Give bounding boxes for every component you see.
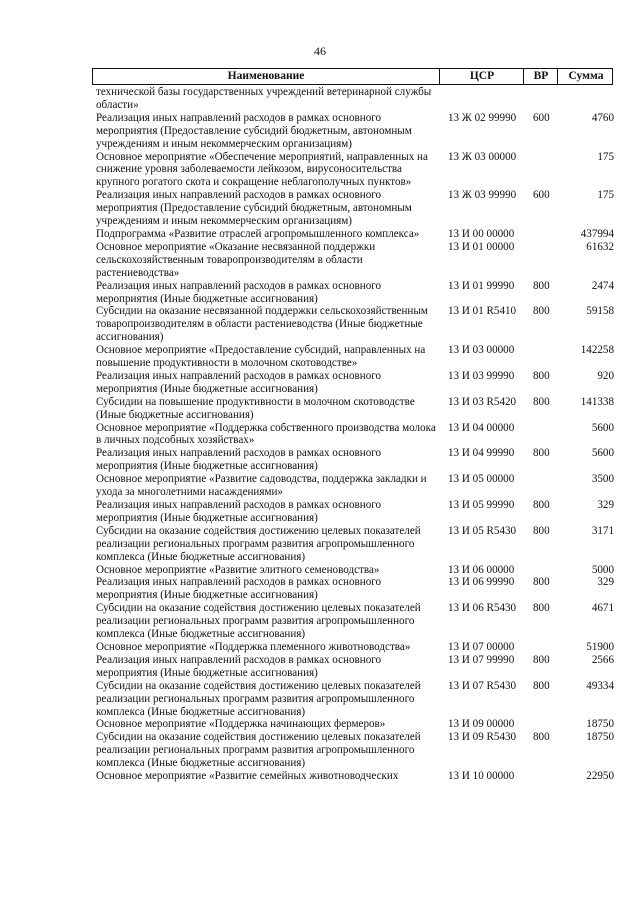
table-row bbox=[96, 602, 614, 641]
row-csr: 13 И 01 00000 bbox=[448, 240, 515, 253]
row-name: Субсидии на оказание содействия достижению целевых показателей реализации региональных программ развития агропромышленного комплекса (Иные бюджетные ассигнования) bbox=[96, 602, 421, 641]
row-name: Основное мероприятие «Поддержка племенного животноводства» bbox=[96, 640, 411, 653]
row-name: Основное мероприятие «Оказание несвязанной поддержки сельскохозяйственным товаропроизводителям в области растениеводства» bbox=[96, 240, 376, 279]
row-sum: 2474 bbox=[591, 279, 614, 292]
row-sum: 142258 bbox=[580, 344, 614, 357]
row-name: Реализация иных направлений расходов в рамках основного мероприятия (Предоставление субсидий бюджетным, автономным учреждениям и иным некоммерческим организациям) bbox=[96, 189, 412, 228]
row-csr: 13 И 01 99990 bbox=[448, 279, 515, 292]
table-row bbox=[96, 525, 614, 564]
row-name: Субсидии на оказание содействия достижению целевых показателей реализации региональных программ развития агропромышленного комплекса (Иные бюджетные ассигнования) bbox=[96, 524, 421, 563]
row-name: Реализация иных направлений расходов в рамках основного мероприятия (Иные бюджетные ассигнования) bbox=[96, 369, 382, 395]
table-row bbox=[96, 422, 614, 448]
row-csr: 13 И 07 00000 bbox=[448, 640, 515, 653]
row-name: Основное мероприятие «Поддержка собственного производства молока в личных подсобных хозяйствах» bbox=[96, 421, 436, 447]
table-row bbox=[96, 680, 614, 719]
table-row bbox=[96, 305, 614, 344]
row-sum: 59158 bbox=[586, 305, 614, 318]
row-sum: 49334 bbox=[586, 679, 614, 692]
row-csr: 13 И 09 00000 bbox=[448, 718, 515, 731]
row-sum: 2566 bbox=[591, 653, 614, 666]
column-header-name: Наименование bbox=[227, 70, 305, 82]
row-sum: 329 bbox=[597, 499, 614, 511]
table-row bbox=[96, 396, 614, 422]
row-csr: 13 И 01 R5410 bbox=[448, 305, 517, 318]
table-row bbox=[96, 770, 614, 783]
table-row bbox=[96, 564, 614, 577]
row-vr: 800 bbox=[533, 279, 550, 292]
table-row bbox=[96, 718, 614, 731]
row-sum: 18750 bbox=[586, 718, 614, 731]
row-sum: 5000 bbox=[591, 563, 614, 576]
row-sum: 175 bbox=[597, 189, 614, 202]
row-vr: 800 bbox=[533, 653, 550, 666]
row-sum: 18750 bbox=[586, 731, 614, 744]
row-csr: 13 И 03 99990 bbox=[448, 369, 515, 382]
row-name: Реализация иных направлений расходов в рамках основного мероприятия (Иные бюджетные ассигнования) bbox=[96, 653, 382, 679]
table-row bbox=[96, 654, 614, 680]
row-sum: 141338 bbox=[580, 395, 614, 408]
row-name: Реализация иных направлений расходов в рамках основного мероприятия (Иные бюджетные ассигнования) bbox=[96, 447, 382, 473]
row-vr: 800 bbox=[533, 499, 550, 511]
table-row bbox=[96, 473, 614, 499]
row-vr: 800 bbox=[533, 576, 550, 589]
row-csr: 13 И 00 00000 bbox=[448, 227, 515, 240]
table-row bbox=[96, 112, 614, 151]
row-name: технической базы государственных учреждений ветеринарной службы области» bbox=[96, 86, 432, 111]
table-header bbox=[92, 68, 613, 85]
row-sum: 51900 bbox=[586, 640, 614, 653]
row-csr: 13 Ж 03 00000 bbox=[448, 150, 517, 163]
table-row bbox=[96, 151, 614, 190]
row-vr: 800 bbox=[533, 447, 550, 460]
row-csr: 13 И 03 00000 bbox=[448, 344, 515, 357]
row-sum: 175 bbox=[597, 150, 614, 163]
row-csr: 13 И 05 00000 bbox=[448, 473, 515, 486]
row-csr: 13 И 05 99990 bbox=[448, 499, 515, 511]
row-name: Реализация иных направлений расходов в рамках основного мероприятия (Иные бюджетные ассигнования) bbox=[96, 279, 382, 305]
row-vr: 800 bbox=[533, 305, 550, 318]
row-vr: 600 bbox=[533, 111, 550, 124]
row-vr: 800 bbox=[533, 524, 550, 537]
table-row bbox=[96, 499, 614, 525]
row-csr: 13 И 07 R5430 bbox=[448, 679, 517, 692]
row-name: Подпрограмма «Развитие отраслей агропромышленного комплекса» bbox=[96, 227, 420, 240]
row-csr: 13 Ж 02 99990 bbox=[448, 111, 517, 124]
row-vr: 800 bbox=[533, 369, 550, 382]
page-number: 46 bbox=[314, 44, 326, 58]
row-csr: 13 И 05 R5430 bbox=[448, 524, 517, 537]
table-row bbox=[96, 280, 614, 306]
row-name: Основное мероприятие «Предоставление субсидий, направленных на повышение продуктивности в молочном скотоводстве» bbox=[96, 344, 426, 370]
table-row bbox=[96, 447, 614, 473]
row-sum: 22950 bbox=[586, 770, 614, 783]
row-vr: 800 bbox=[533, 731, 550, 744]
row-sum: 3500 bbox=[591, 473, 614, 486]
table-row bbox=[96, 189, 614, 228]
row-csr: 13 И 04 99990 bbox=[448, 447, 515, 460]
row-csr: 13 И 03 R5420 bbox=[448, 395, 517, 408]
row-csr: 13 И 10 00000 bbox=[448, 770, 515, 783]
row-name: Основное мероприятие «Развитие семейных животноводческих bbox=[96, 770, 399, 783]
row-csr: 13 И 04 00000 bbox=[448, 421, 515, 434]
row-name: Основное мероприятие «Обеспечение мероприятий, направленных на снижение уровня заболеваемости лейкозом, вирусоносительства крупного рогатого скота и сокращение неблагополучных пунктов» bbox=[96, 150, 428, 189]
row-sum: 920 bbox=[597, 369, 614, 382]
table-row bbox=[96, 731, 614, 770]
row-vr: 800 bbox=[533, 679, 550, 692]
row-name: Субсидии на оказание содействия достижению целевых показателей реализации региональных программ развития агропромышленного комплекса (Иные бюджетные ассигнования) bbox=[96, 731, 421, 770]
row-sum: 3171 bbox=[591, 524, 614, 537]
row-name: Субсидии на повышение продуктивности в молочном скотоводстве (Иные бюджетные ассигнования) bbox=[96, 395, 415, 421]
row-name: Реализация иных направлений расходов в рамках основного мероприятия (Иные бюджетные ассигнования) bbox=[96, 576, 382, 602]
row-name: Основное мероприятие «Развитие элитного семеноводства» bbox=[96, 563, 380, 576]
table-row bbox=[96, 86, 614, 112]
row-name: Субсидии на оказание содействия достижению целевых показателей реализации региональных программ развития агропромышленного комплекса (Иные бюджетные ассигнования) bbox=[96, 679, 421, 718]
row-name: Реализация иных направлений расходов в рамках основного мероприятия (Предоставление субсидий бюджетным, автономным учреждениям и иным некоммерческим организациям) bbox=[96, 111, 412, 150]
column-header-vr: ВР bbox=[523, 69, 558, 84]
row-vr: 600 bbox=[533, 189, 550, 202]
table-row bbox=[96, 576, 614, 602]
row-vr: 800 bbox=[533, 395, 550, 408]
row-csr: 13 И 06 99990 bbox=[448, 576, 515, 589]
row-name: Реализация иных направлений расходов в рамках основного мероприятия (Иные бюджетные ассигнования) bbox=[96, 499, 382, 524]
table-row bbox=[96, 241, 614, 280]
table-row bbox=[96, 641, 614, 654]
row-csr: 13 И 06 R5430 bbox=[448, 602, 517, 615]
table-row bbox=[96, 344, 614, 370]
column-header-csr: ЦСР bbox=[439, 69, 524, 84]
row-sum: 61632 bbox=[586, 240, 614, 253]
column-header-sum: Сумма bbox=[557, 69, 614, 84]
row-sum: 4760 bbox=[591, 111, 614, 124]
row-vr: 800 bbox=[533, 602, 550, 615]
row-csr: 13 И 06 00000 bbox=[448, 563, 515, 576]
table-row bbox=[96, 228, 614, 241]
row-sum: 5600 bbox=[591, 421, 614, 434]
row-sum: 437994 bbox=[580, 227, 614, 240]
row-csr: 13 И 09 R5430 bbox=[448, 731, 517, 744]
row-csr: 13 Ж 03 99990 bbox=[448, 189, 517, 202]
row-sum: 329 bbox=[597, 576, 614, 589]
table-body bbox=[96, 86, 614, 783]
row-name: Основное мероприятие «Поддержка начинающих фермеров» bbox=[96, 718, 386, 731]
row-name: Основное мероприятие «Развитие садоводства, поддержка закладки и ухода за многолетними насаждениями» bbox=[96, 473, 427, 499]
row-sum: 4671 bbox=[591, 602, 614, 615]
row-name: Субсидии на оказание несвязанной поддержки сельскохозяйственным товаропроизводителям в области растениеводства (Иные бюджетные ассигнования) bbox=[96, 305, 428, 344]
table-row bbox=[96, 370, 614, 396]
row-csr: 13 И 07 99990 bbox=[448, 653, 515, 666]
row-sum: 5600 bbox=[591, 447, 614, 460]
